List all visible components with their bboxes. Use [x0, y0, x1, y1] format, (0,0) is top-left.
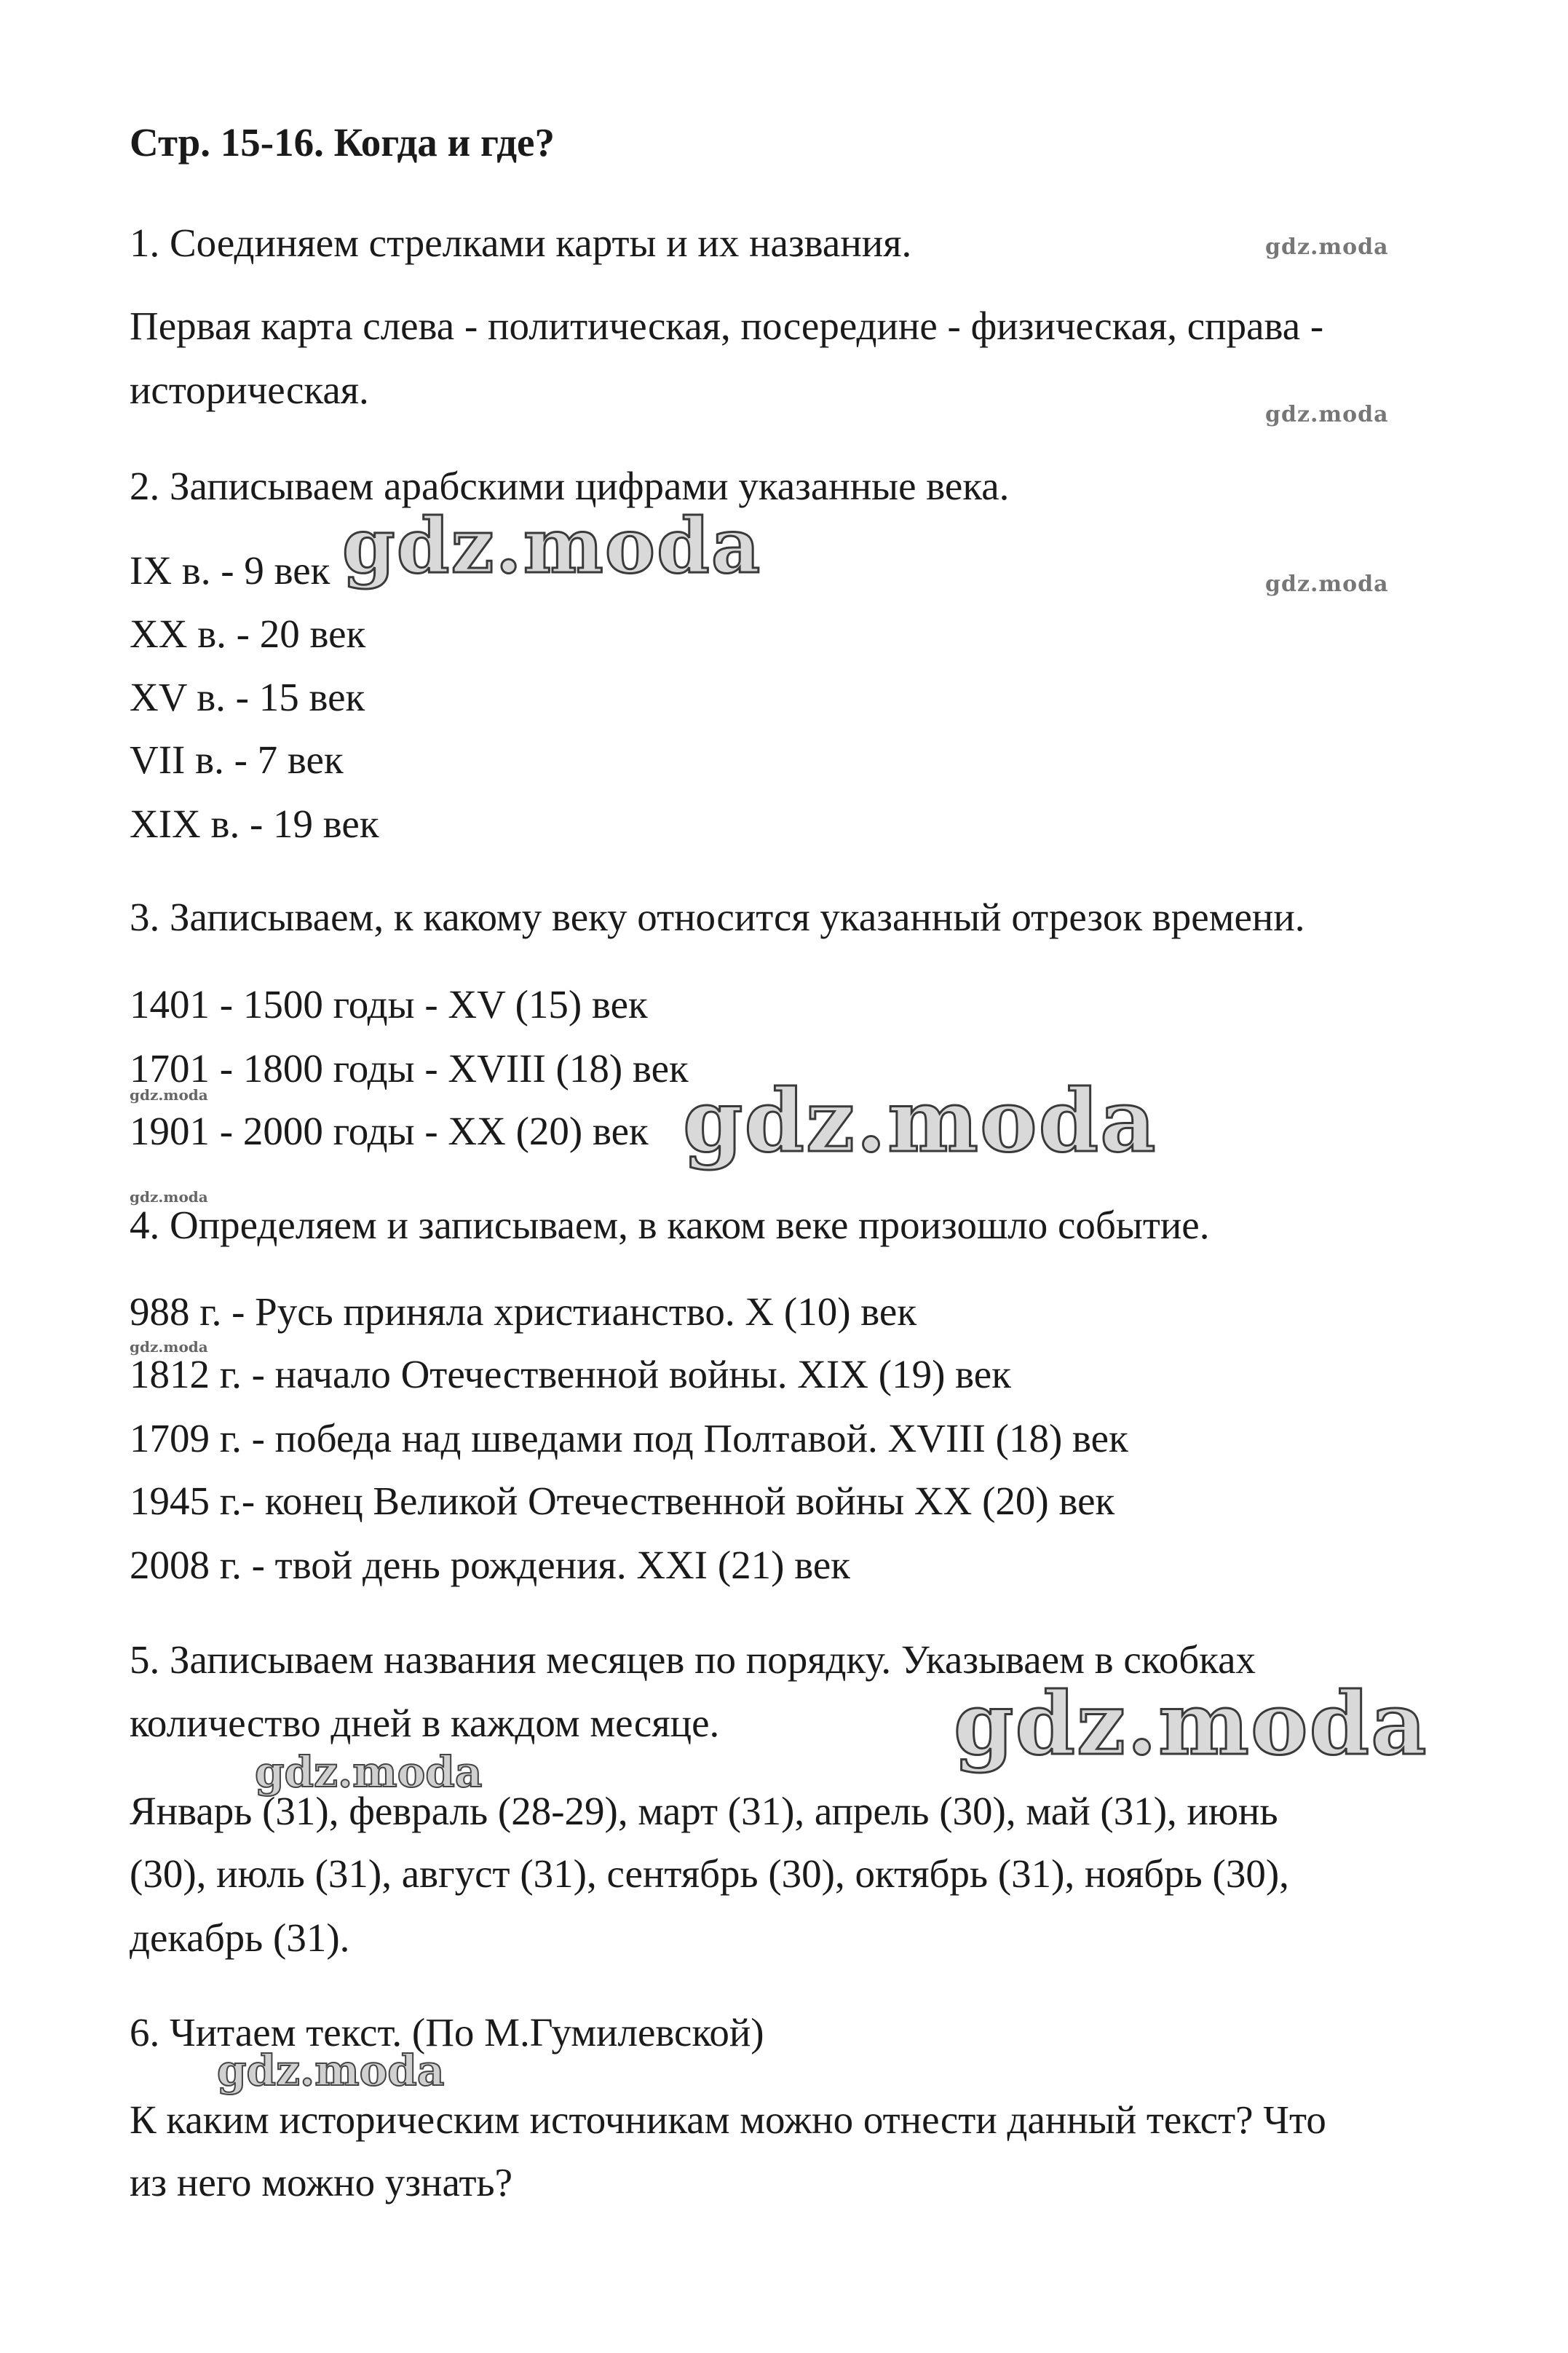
task-5-answer-line-2: (30), июль (31), август (31), сентябрь (30), октябрь (31), ноябрь (30), — [130, 1851, 1289, 1896]
watermark: gdz.moda — [130, 1086, 208, 1104]
task-3-answer-line-1: 1401 - 1500 годы - XV (15) век — [130, 982, 648, 1027]
task-4-answer-line-1: 988 г. - Русь приняла христианство. X (10) век — [130, 1289, 917, 1334]
task-3-heading: 3. Записываем, к какому веку относится указанный отрезок времени. — [130, 895, 1305, 939]
task-1-answer-line-2: историческая. — [130, 368, 369, 412]
task-2-answer-line-3: XV в. - 15 век — [130, 675, 365, 719]
task-4-answer-line-2: 1812 г. - начало Отечественной войны. XIX (19) век — [130, 1352, 1011, 1396]
task-2-answer-line-2: XX в. - 20 век — [130, 612, 366, 656]
watermark: gdz.moda — [1265, 572, 1389, 597]
task-2-answer-line-5: XIX в. - 19 век — [130, 802, 379, 846]
watermark: gdz.moda — [342, 501, 762, 590]
watermark: gdz.moda — [954, 1673, 1428, 1774]
task-2-heading: 2. Записываем арабскими цифрами указанные века. — [130, 464, 1010, 508]
task-4-answer-line-5: 2008 г. - твой день рождения. XXI (21) век — [130, 1543, 850, 1587]
task-4-answer-line-4: 1945 г.- конец Великой Отечественной войны XX (20) век — [130, 1479, 1115, 1523]
watermark: gdz.moda — [130, 1338, 208, 1356]
task-6-question-line-1: К каким историческим источникам можно отнести данный текст? Что — [130, 2097, 1326, 2142]
task-6-heading: 6. Читаем текст. (По М.Гумилевской) — [130, 2010, 764, 2055]
task-5-heading-line-1: 5. Записываем названия месяцев по порядку. Указываем в скобках — [130, 1637, 1256, 1682]
task-5-answer-line-1: Январь (31), февраль (28-29), март (31), апрель (30), май (31), июнь — [130, 1789, 1278, 1833]
page-title: Стр. 15-16. Когда и где? — [130, 120, 555, 165]
task-3-answer-line-3: 1901 - 2000 годы - XX (20) век — [130, 1109, 649, 1153]
task-4-heading: 4. Определяем и записываем, в каком веке произошло событие. — [130, 1203, 1210, 1247]
task-6-question-line-2: из него можно узнать? — [130, 2160, 512, 2204]
task-5-answer-line-3: декабрь (31). — [130, 1915, 350, 1960]
task-1-answer-line-1: Первая карта слева - политическая, посередине - физическая, справа - — [130, 304, 1324, 348]
watermark: gdz.moda — [1265, 234, 1389, 260]
task-2-answer-line-4: VII в. - 7 век — [130, 737, 344, 782]
watermark: gdz.moda — [255, 1747, 483, 1797]
task-2-answer-line-1: IX в. - 9 век — [130, 548, 330, 593]
task-3-answer-line-2: 1701 - 1800 годы - XVIII (18) век — [130, 1046, 689, 1091]
watermark: gdz.moda — [130, 1188, 208, 1206]
watermark: gdz.moda — [683, 1070, 1157, 1171]
task-5-heading-line-2: количество дней в каждом месяце. — [130, 1701, 720, 1745]
watermark: gdz.moda — [217, 2046, 445, 2095]
task-4-answer-line-3: 1709 г. - победа над шведами под Полтавой. XVIII (18) век — [130, 1416, 1128, 1460]
task-1-heading: 1. Соединяем стрелками карты и их названия. — [130, 221, 912, 265]
watermark: gdz.moda — [1265, 402, 1389, 427]
